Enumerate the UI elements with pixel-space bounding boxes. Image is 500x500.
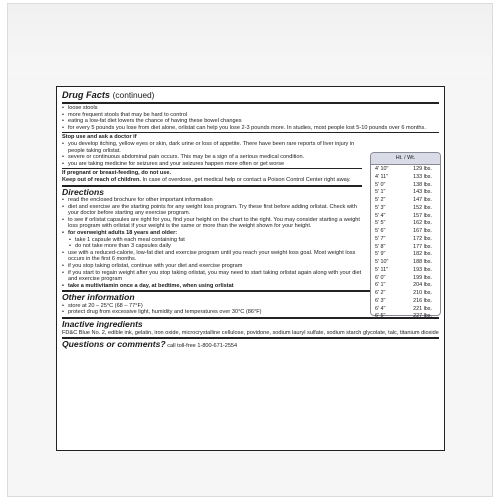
list-item: • if you start to regain weight after you stop taking orlistat, you may need to start taking orlistat again along with your diet and exercise program [62,270,362,283]
list-item: • take a multivitamin once a day, at bedtime, when using orlistat [62,283,362,290]
weight-value: 221 lbs. [413,305,432,312]
divider [62,185,362,187]
height-weight-row [375,306,438,314]
stop-use-list [62,141,362,167]
weight-value: 188 lbs. [413,259,432,265]
height-weight-row [375,228,438,236]
weight-value: 143 lbs. [413,189,432,196]
height-weight-row [375,213,438,221]
height-weight-row [375,182,438,190]
side-effects-list [62,105,439,131]
height-value: 6' 3" [375,297,386,304]
list-item: • diet and exercise are the starting points for any weight loss program. Try these first before adding orlistat. Check with your doctor before starting any exercise program. [62,204,362,217]
height-weight-row [375,244,438,252]
height-weight-row [375,166,438,174]
height-value: 6' 2" [375,290,386,296]
divider [62,132,439,133]
list-item: • protect drug from excessive light, humidity and temperatures over 30°C (86°F) [62,309,439,316]
height-value: 5' 5" [375,220,386,227]
weight-value: 138 lbs. [413,181,432,188]
weight-value: 152 lbs. [413,204,432,211]
height-weight-row [375,189,438,197]
pregnancy-warning: If pregnant or breast-feeding, do not use. [62,170,172,177]
list-item: • read the enclosed brochure for other important information [62,197,362,204]
list-item: • loose stools [62,105,439,112]
list-item: • for every 5 pounds you lose from diet alone, orlistat can help you lose 2-3 pounds more. In studies, most people lost 5-10 pounds over 6 months. [62,125,439,132]
weight-value: 167 lbs. [413,228,432,234]
list-item: • for overweight adults 18 years and older: [62,230,362,237]
height-value: 6' 0" [375,274,386,281]
height-value: 6' 4" [375,305,386,312]
package-top-flap [8,4,492,74]
list-item: • eating a low-fat diet lowers the chance of having these bowel changes [62,118,439,125]
height-value: 5' 4" [375,212,386,219]
height-weight-row [375,251,438,259]
height-weight-row [375,220,438,228]
height-weight-row [375,236,438,244]
height-value: 5' 2" [375,197,386,203]
questions-line: Questions or comments? call toll-free 1-800-671-2554 [62,339,238,350]
height-weight-chart [370,152,441,320]
list-item: • do not take more than 3 capsules daily [62,243,362,250]
height-weight-row [375,275,438,283]
list-item: • you develop itching, yellow eyes or skin, dark urine or loss of appetite. There have been rare reports of liver injury in people taking orlistat. [62,141,362,154]
weight-value: 210 lbs. [413,290,432,296]
height-value: 5' 0" [375,181,386,188]
list-item: • you are taking medicine for seizures and your seizures happen more often or get worse [62,161,362,168]
weight-value: 193 lbs. [413,266,432,273]
weight-value: 172 lbs. [413,235,432,242]
height-weight-row [375,197,438,205]
height-value: 5' 3" [375,204,386,211]
directions-heading: Directions [62,186,105,197]
height-value: 5' 11" [375,266,389,273]
inactive-heading: Inactive ingredients [62,319,143,330]
height-value: 4' 11" [375,173,389,180]
weight-value: 204 lbs. [413,282,432,289]
inactive-ingredients: FD&C Blue No. 2, edible ink, gelatin, iron oxide, microcrystalline cellulose, povidone, sodium lauryl sulfate, sodium starch glycolate, talc, titanium dioxide [62,329,439,336]
height-value: 6' 1" [375,282,386,289]
list-item: • take 1 capsule with each meal containing fat [62,237,362,244]
divider [62,168,362,169]
height-value: 5' 6" [375,228,386,234]
keep-out-warning: Keep out of reach of children. In case of overdose, get medical help or contact a Poison Control Center right away. [62,176,351,183]
weight-value: 157 lbs. [413,212,432,219]
height-value: 4' 10" [375,166,389,172]
list-item: • use with a reduced-calorie, low-fat diet and exercise program until you reach your weight loss goal. Most weight loss occurs in the first 6 months. [62,250,362,263]
list-item: • store at 20 – 25°C (68 – 77°F) [62,303,439,310]
height-weight-row [375,298,438,306]
weight-value: 182 lbs. [413,251,432,258]
height-weight-row [375,259,438,267]
height-weight-row [375,174,438,182]
list-item: • if you stop taking orlistat, continue with your diet and exercise program [62,263,362,270]
list-item: • more frequent stools that may be hard to control [62,112,439,119]
height-value: 5' 9" [375,251,386,258]
directions-list [62,197,362,289]
height-value: 5' 1" [375,189,386,196]
height-weight-row [375,290,438,298]
weight-value: 227 lbs. [413,313,432,320]
height-value: 5' 8" [375,243,386,250]
weight-value: 216 lbs. [413,297,432,304]
weight-value: 162 lbs. [413,220,432,227]
drug-facts-title: Drug Facts (continued) [62,90,155,100]
list-item: • to see if orlistat capsules are right for you, find your height on the chart to the right. You may consider starting a weight loss program with orlistat if your weight is the same or more than the weight shown for your height. [62,217,362,230]
weight-value: 199 lbs. [413,274,432,281]
height-weight-rows [371,165,440,321]
list-item: • severe or continuous abdominal pain occurs. This may be a sign of a serious medical condition. [62,154,362,161]
weight-value: 129 lbs. [413,166,432,172]
height-weight-row [375,267,438,275]
height-weight-header: Ht. / Wt. [371,153,440,165]
weight-value: 177 lbs. [413,243,432,250]
weight-value: 133 lbs. [413,173,432,180]
other-info-heading: Other information [62,292,135,303]
divider [62,102,439,104]
weight-value: 147 lbs. [413,197,432,203]
stop-use-heading: Stop use and ask a doctor if [62,134,137,141]
height-weight-row [375,282,438,290]
height-weight-row [375,313,438,321]
height-weight-row [375,205,438,213]
height-value: 5' 10" [375,259,389,265]
height-value: 6' 5" [375,313,386,320]
height-value: 5' 7" [375,235,386,242]
